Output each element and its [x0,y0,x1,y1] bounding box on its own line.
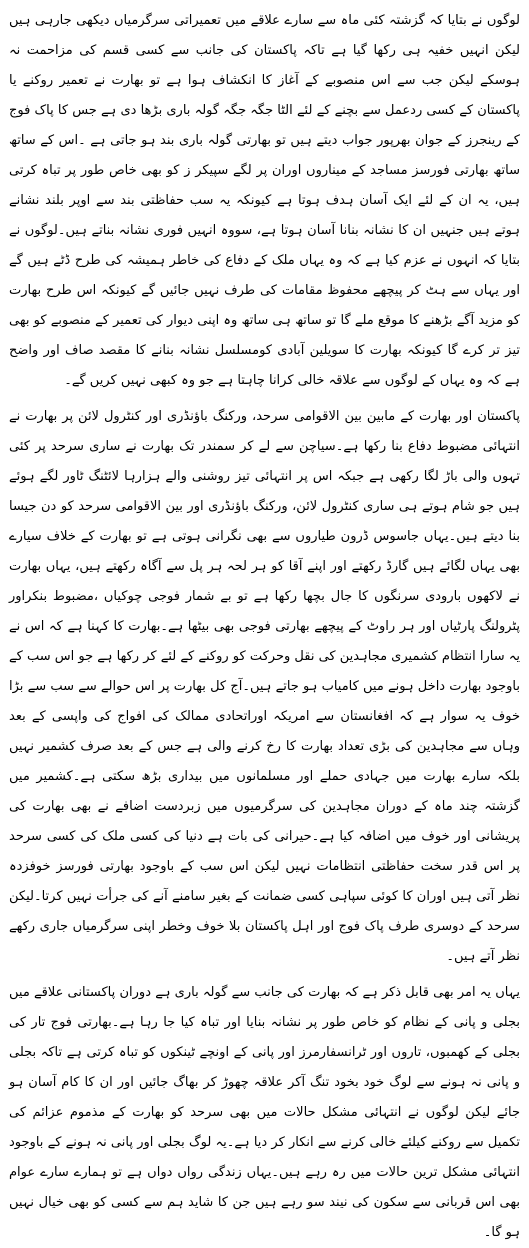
article-paragraph-3: یہاں یہ امر بھی قابل ذکر ہے کہ بھارت کی جانب سے گولہ باری ہے دوران پاکستانی علاقے میں بجلی و پانی کے نظام کو خاص طور پر نشانہ بنایا اور تباہ کیا جا رہا ہے۔بھارتی فوج تار کی بجلی کے کھمبوں، تاروں اور ٹرانسفارمرز اور پانی کے اونچے ٹینکوں کو تباہ کرتی ہے تاکہ بجلی و پانی نہ ہونے سے لوگ خود بخود تنگ آکر علاقہ چھوڑ کر بھاگ جائیں اور ان کا کام آسان ہو جائے لیکن لوگوں نے انتہائی مشکل حالات میں بھی سرحد کو بھارت کے مذموم عزائم کی تکمیل سے روکنے کیلئے خالی کرنے سے انکار کر دیا ہے۔یہ لوگ بجلی اور پانی نہ ہونے کے باوجود انتہائی مشکل ترین حالات میں رہ رہے ہیں۔یہاں زندگی رواں دواں ہے تو ہمارے سارے عوام بھی اس قربانی سے سکون کی نیند سو رہے ہیں جن کا شاید ہم سے کسی کو بھی خیال نہیں ہو گا۔ [9,985,520,1240]
article-paragraph-1: لوگوں نے بتایا کہ گزشتہ کئی ماہ سے سارے علاقے میں تعمیراتی سرگرمیاں دیکھی جارہی ہیں لیکن انہیں خفیہ ہی رکھا گیا ہے تاکہ پاکستان کی جانب سے کسی قسم کی مزاحمت نہ ہوسکے لیکن جب سے اس منصوبے کے آغاز کا انکشاف ہوا ہے تو بھارت نے تعمیر روکنے یا پاکستان کے کسی ردعمل سے بچنے کے لئے الٹا جگہ جگہ گولہ باری بڑھا دی ہے جس کا پاک فوج کے رینجرز کے جوان بھرپور جواب دیتے ہیں تو بھارتی گولہ باری بند ہو جاتی ہے ۔اس کے ساتھ ساتھ بھارتی فورسز مساجد کے میناروں اوران پر لگے سپیکر ز کو بھی خاص طور پر تباہ کرتی ہیں، یہ ان کے لئے ایک آسان ہدف ہوتا ہے کیونکہ یہ سب حفاظتی بند سے اوپر بلند نشانے ہوتے ہیں جنہیں ان کا نشانہ بنانا آسان ہوتا ہے، سووہ انہیں فوری نشانہ بناتے ہیں۔لوگوں نے بتایا کہ انہوں نے عزم کیا ہے کہ وہ یہاں ملک کے دفاع کی خاطر ہمیشہ کی طرح ڈٹے ہیں گے اور یہاں سے ہٹ کر پیچھے محفوظ مقامات کی طرف نہیں جائیں گے کیونکہ اس طرح بھارت کو مزید آگے بڑھنے کا موقع ملے گا تو ساتھ ہی ساتھ وہ اپنی دیوار کی تعمیر کے منصوبے کو بھی تیز تر کرے گا کیونکہ بھارت کا سویلین آبادی کومسلسل نشانہ بنانے کا مقصد صاف اور واضح ہے کہ وہ یہاں کے لوگوں سے علاقہ خالی کرانا چاہتا ہے جو وہ کبھی نہیں کریں گے۔ [9,13,520,388]
article-paragraph-2: پاکستان اور بھارت کے مابین بین الاقوامی سرحد، ورکنگ باؤنڈری اور کنٹرول لائن پر بھارت نے انتہائی مضبوط دفاع بنا رکھا ہے۔سیاچن سے لے کر سمندر تک بھارت نے ساری سرحد پر کئی تہوں والی باڑ لگا رکھی ہے جبکہ اس پر انتہائی تیز روشنی والے ہزارہا لائٹنگ ٹاور لگے ہوئے ہیں جو شام ہوتے ہی ساری کنٹرول لائن، ورکنگ باؤنڈری اور بین الاقوامی سرحد کو دن جیسا بنا دیتے ہیں۔یہاں جاسوس ڈرون طیاروں سے بھی نگرانی ہوتی ہے تو بھارت کے خلاف سیارے بھی یہاں لگائے ہیں گارڈ رکھتے اور اپنے آقا کو ہر لحہ ہر پل سے آگاہ رکھتے ہیں، یہاں بھارت نے لاکھوں بارودی سرنگوں کا جال بچھا رکھا ہے تو بے شمار فوجی چوکیاں ،مضبوط بنکراور پٹرولنگ پارٹیاں اور ہر راوٹ کے پیچھے بھارتی فوجی بھی بیٹھا ہے۔بھارت کا کہنا ہے کہ اس نے یہ سارا انتظام کشمیری مجاہدین کی نقل وحرکت کو روکنے کے لئے کر رکھا ہے جو اس سب کے باوجود بھارت داخل ہونے میں کامیاب ہو جاتے ہیں۔آج کل بھارت پر اس حوالے سے سب سے بڑا خوف یہ سوار ہے کہ افغانستان سے امریکہ اوراتحادی ممالک کی افواج کی واپسی کے بعد وہاں سے مجاہدین کی بڑی تعداد بھارت کا رخ کرنے والی ہے جس کے بعد صرف کشمیر نہیں بلکہ سارے بھارت میں جہادی حملے اور مسلمانوں میں بیداری بڑھ سکتی ہے۔کشمیر میں گزشتہ چند ماہ کے دوران مجاہدین کی سرگرمیوں میں زبردست اضافے نے بھی بھارت کی پریشانی اور خوف میں اضافہ کیا ہے۔حیرانی کی بات ہے دنیا کی کسی ملک کی کسی سرحد پر اس قدر سخت حفاظتی انتظامات نہیں لیکن اس سب کے باوجود بھارتی فورسز خوفزدہ نظر آتی ہیں اوران کا کوئی سپاہی کسی ضمانت کے بغیر سامنے آنے کی جرأت نہیں کرتا۔لیکن سرحد کے دوسری طرف پاک فوج اور اہل پاکستان بلا خوف وخطر اپنی سرگرمیاں جاری رکھے نظر آتے ہیں۔ [9,409,520,964]
